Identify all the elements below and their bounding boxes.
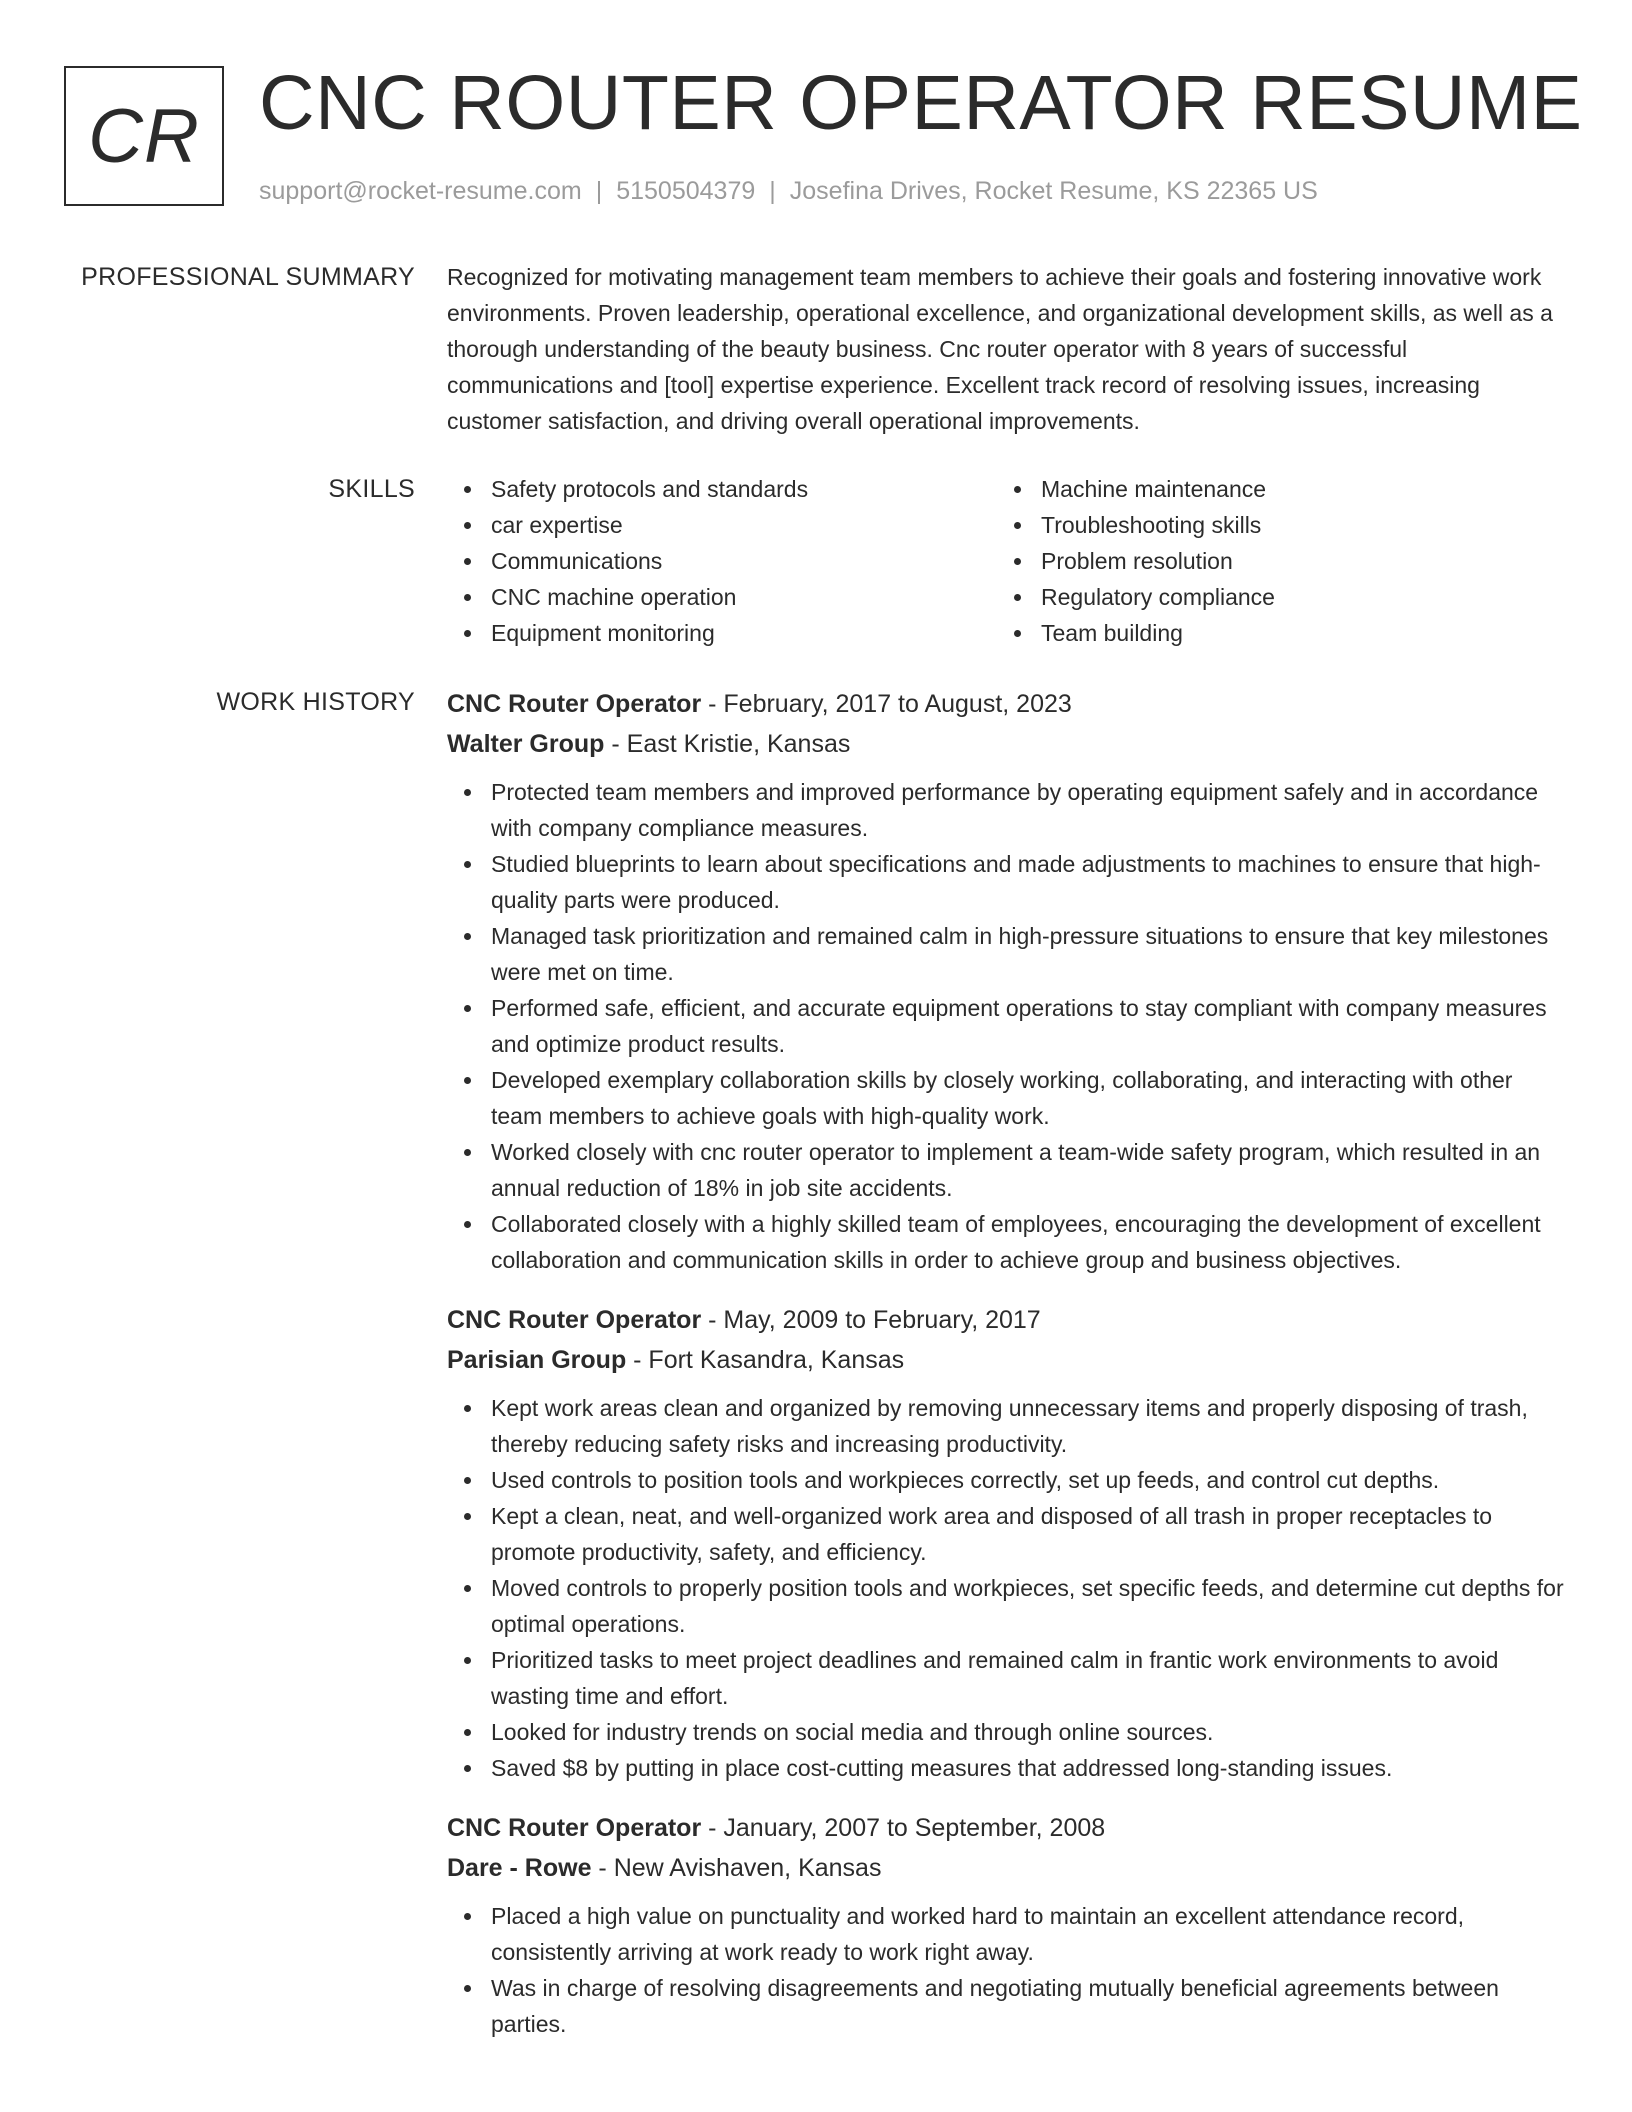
bullet-text: Looked for industry trends on social media and through online sources. [491,1719,1214,1745]
skill-item [997,615,1547,651]
skill-text: Team building [1041,620,1183,646]
bullet-text: Was in charge of resolving disagreements and negotiating mutually beneficial agreements between parties. [491,1975,1499,2037]
job-bullet [447,1390,1567,1462]
job-bullet [447,1134,1567,1206]
skill-item [997,579,1547,615]
contact-separator: | [595,177,603,205]
job-location: - New Avishaven, Kansas [591,1854,882,1882]
bullet-text: Collaborated closely with a highly skilled team of employees, encouraging the development of excellent collaboration and communication skills in order to achieve group and business objectives. [491,1211,1541,1273]
bullet-dot [1014,522,1021,529]
bullet-text: Saved $8 by putting in place cost-cutting measures that addressed long-standing issues. [491,1755,1393,1781]
job-company-line [447,1848,1567,1888]
bullet-dot [464,1149,471,1156]
job-dates: - May, 2009 to February, 2017 [701,1306,1041,1334]
job-bullet [447,1206,1567,1278]
contact-phone[interactable]: 5150504379 [616,177,756,205]
job-dates: - February, 2017 to August, 2023 [701,690,1072,718]
skill-text: CNC machine operation [491,584,737,610]
job-company: Parisian Group [447,1346,627,1374]
work-history-body [447,684,1567,2064]
skill-item [997,543,1547,579]
job-bullet [447,1970,1567,2042]
bullet-text: Performed safe, efficient, and accurate equipment operations to stay compliant with company measures and optimize product results. [491,995,1547,1057]
bullet-dot [1014,558,1021,565]
skill-item [997,507,1547,543]
contact-address: Josefina Drives, Rocket Resume, KS 22365 US [789,177,1318,205]
job-company: Dare - Rowe [447,1854,592,1882]
job-bullet [447,1570,1567,1642]
bullet-text: Placed a high value on punctuality and worked hard to maintain an excellent attendance record, consistently arriving at work ready to work right away. [491,1903,1465,1965]
job-location: - East Kristie, Kansas [604,730,851,758]
job-entry [447,1808,1567,2042]
skill-text: Troubleshooting skills [1041,512,1262,538]
job-bullet [447,1462,1567,1498]
bullet-dot [464,1985,471,1992]
monogram-logo: CR [64,66,224,206]
job-bullets [447,1898,1567,2042]
job-bullet [447,846,1567,918]
bullet-dot [464,1913,471,1920]
bullet-text: Studied blueprints to learn about specifications and made adjustments to machines to ensure that high-quality parts were produced. [491,851,1541,913]
skill-text: Regulatory compliance [1041,584,1275,610]
skill-text: Safety protocols and standards [491,476,809,502]
bullet-text: Developed exemplary collaboration skills by closely working, collaborating, and interacting with other team members to achieve goals with high-quality work. [491,1067,1513,1129]
bullet-text: Managed task prioritization and remained calm in high-pressure situations to ensure that key milestones were met on time. [491,923,1549,985]
bullet-dot [464,861,471,868]
skills-grid [447,471,1567,651]
job-bullets [447,774,1567,1278]
bullet-dot [464,1513,471,1520]
bullet-dot [464,1221,471,1228]
job-bullet [447,918,1567,990]
job-bullet [447,1898,1567,1970]
bullet-text: Protected team members and improved performance by operating equipment safely and in accordance with company compliance measures. [491,779,1539,841]
bullet-dot [464,789,471,796]
job-location: - Fort Kasandra, Kansas [626,1346,905,1374]
bullet-dot [464,558,471,565]
bullet-dot [1014,594,1021,601]
skill-text: Communications [491,548,663,574]
job-bullet [447,1062,1567,1134]
contact-email[interactable]: support@rocket-resume.com [259,177,582,205]
job-company-line [447,724,1567,764]
job-title-line [447,684,1567,724]
job-dates: - January, 2007 to September, 2008 [701,1814,1106,1842]
bullet-text: Kept a clean, neat, and well-organized work area and disposed of all trash in proper receptacles to promote productivity, safety, and efficiency. [491,1503,1493,1565]
skill-item [447,579,997,615]
skills-column-left [447,471,997,651]
bullet-dot [464,1729,471,1736]
job-entry [447,684,1567,1278]
job-bullet [447,1714,1567,1750]
section-heading-summary: PROFESSIONAL SUMMARY [81,263,415,291]
bullet-dot [464,522,471,529]
summary-body [447,259,1567,439]
job-entry [447,1300,1567,1786]
section-heading-skills: SKILLS [328,475,415,503]
bullet-dot [464,1585,471,1592]
bullet-dot [1014,486,1021,493]
job-title: CNC Router Operator [447,1306,702,1334]
skill-text: Machine maintenance [1041,476,1267,502]
job-bullet [447,1642,1567,1714]
job-title: CNC Router Operator [447,690,702,718]
bullet-dot [464,486,471,493]
section-heading-work-history: WORK HISTORY [216,688,415,716]
bullet-dot [464,1405,471,1412]
job-bullet [447,774,1567,846]
job-title-line [447,1808,1567,1848]
bullet-dot [464,1077,471,1084]
job-bullet [447,1750,1567,1786]
bullet-text: Prioritized tasks to meet project deadlines and remained calm in frantic work environments to avoid wasting time and effort. [491,1647,1499,1709]
skill-text: Problem resolution [1041,548,1233,574]
bullet-text: Used controls to position tools and workpieces correctly, set up feeds, and control cut depths. [491,1467,1440,1493]
job-title: CNC Router Operator [447,1814,702,1842]
bullet-dot [1014,630,1021,637]
skill-item [447,471,997,507]
skill-item [447,615,997,651]
skill-item [447,543,997,579]
bullet-dot [464,1477,471,1484]
job-company-line [447,1340,1567,1380]
summary-text: Recognized for motivating management team members to achieve their goals and fostering innovative work environments. Proven leadership, operational excellence, and organizational development skills, as well as a thorough understanding of the beauty business. Cnc router operator with 8 years of successful communications and [tool] expertise experience. Excellent track record of resolving issues, increasing customer satisfaction, and driving overall operational improvements. [447,264,1553,434]
contact-line [259,174,1318,208]
job-bullet [447,1498,1567,1570]
skill-item [997,471,1547,507]
bullet-dot [464,1005,471,1012]
skill-text: car expertise [491,512,623,538]
skill-text: Equipment monitoring [491,620,715,646]
resume-title: CNC ROUTER OPERATOR RESUME [259,60,1583,146]
bullet-text: Kept work areas clean and organized by removing unnecessary items and properly disposing of trash, thereby reducing safety risks and increasing productivity. [491,1395,1528,1457]
bullet-text: Moved controls to properly position tools and workpieces, set specific feeds, and determine cut depths for optimal operations. [491,1575,1564,1637]
bullet-text: Worked closely with cnc router operator to implement a team-wide safety program, which resulted in an annual reduction of 18% in job site accidents. [491,1139,1541,1201]
job-bullet [447,990,1567,1062]
bullet-dot [464,594,471,601]
skills-column-right [997,471,1547,651]
contact-separator: | [769,177,776,205]
bullet-dot [464,1657,471,1664]
job-title-line [447,1300,1567,1340]
job-company: Walter Group [447,730,605,758]
bullet-dot [464,1765,471,1772]
bullet-dot [464,630,471,637]
skill-item [447,507,997,543]
bullet-dot [464,933,471,940]
job-bullets [447,1390,1567,1786]
